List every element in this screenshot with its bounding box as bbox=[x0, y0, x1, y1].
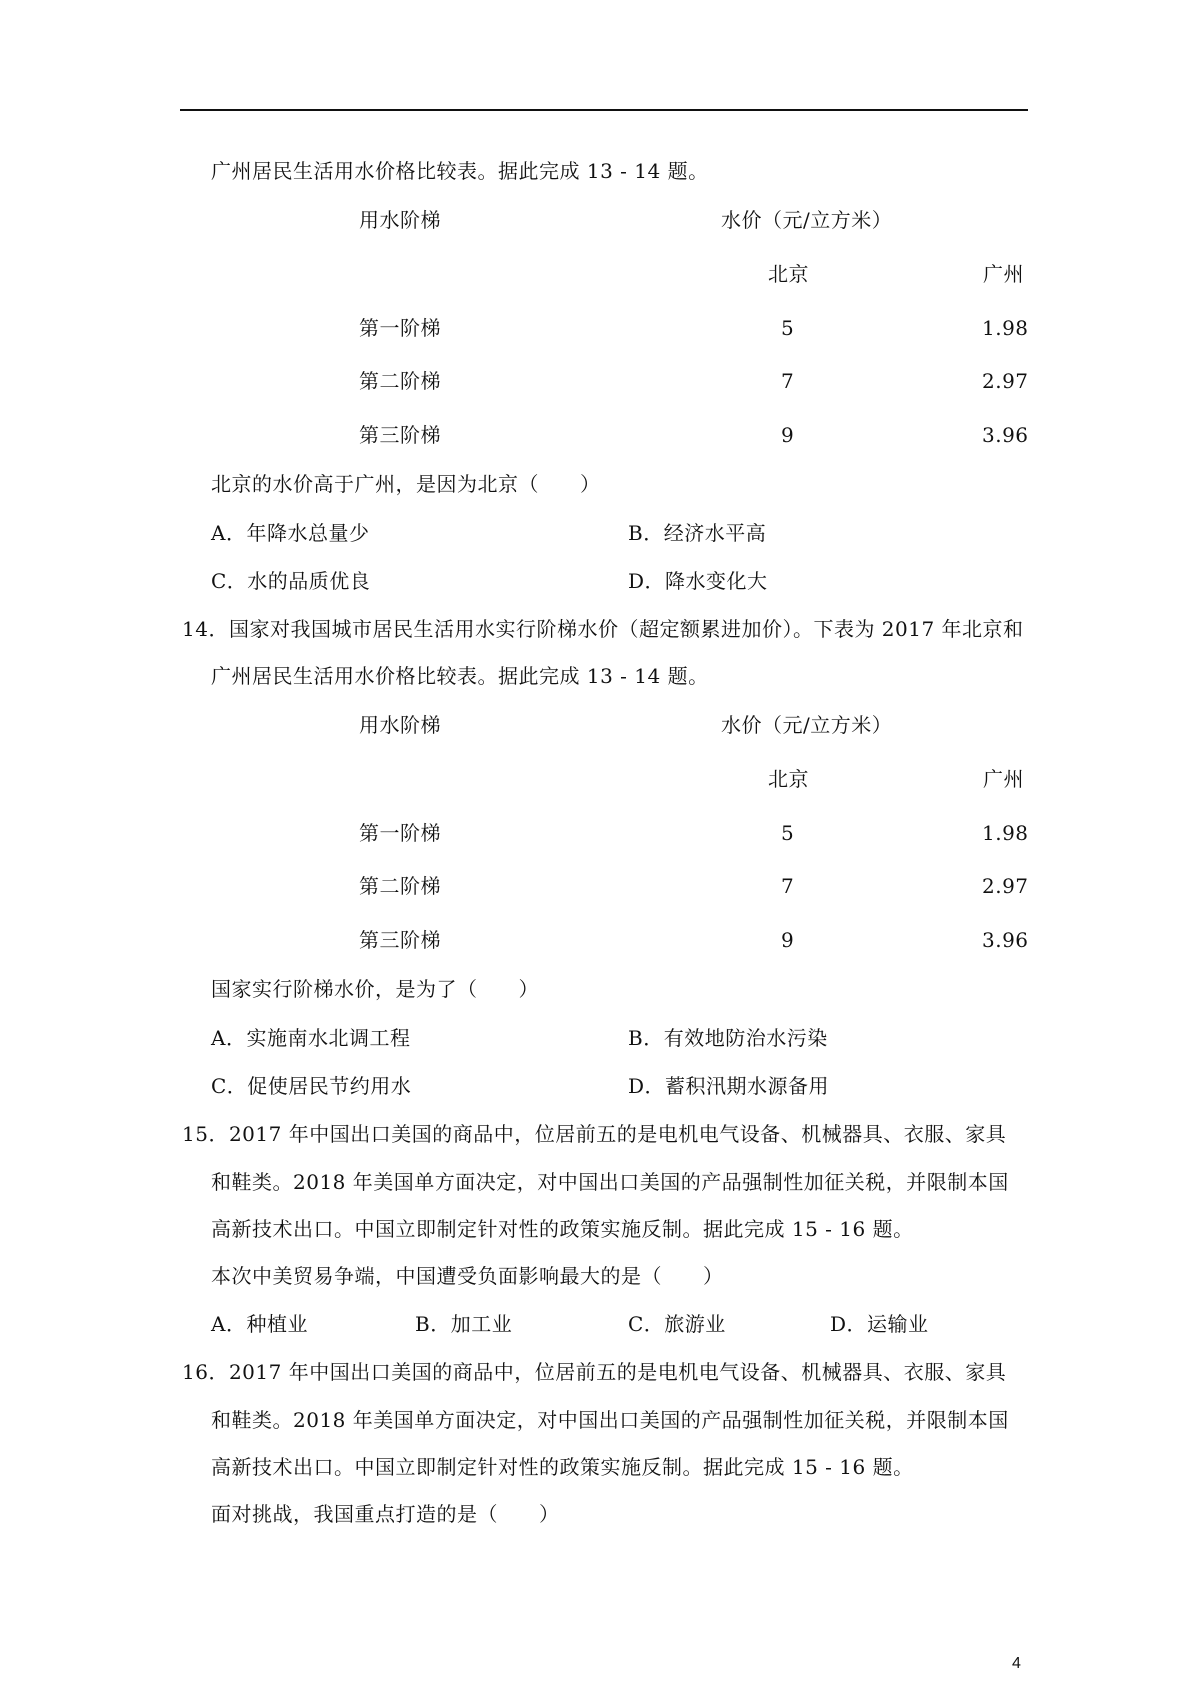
q13-row3-tier: 第三阶梯 bbox=[359, 423, 441, 447]
q13-table-header-guangzhou: 广州 bbox=[983, 262, 1024, 286]
q14-stem-line1: 14．国家对我国城市居民生活用水实行阶梯水价（超定额累进加价）。下表为 2017 年北京和 bbox=[182, 617, 1024, 641]
q15-option-b[interactable]: B．加工业 bbox=[415, 1312, 513, 1336]
q13-question: 北京的水价高于广州，是因为北京（ ） bbox=[211, 472, 601, 496]
q14-table-header-beijing: 北京 bbox=[768, 767, 809, 791]
q13-table-header-tier: 用水阶梯 bbox=[359, 208, 441, 232]
q13-row1-beijing: 5 bbox=[781, 316, 795, 340]
q13-row1-guangzhou: 1.98 bbox=[982, 316, 1029, 340]
q15-question: 本次中美贸易争端，中国遭受负面影响最大的是（ ） bbox=[211, 1264, 724, 1288]
q13-option-c[interactable]: C．水的品质优良 bbox=[211, 569, 371, 593]
q14-table-header-tier: 用水阶梯 bbox=[359, 713, 441, 737]
q15-option-a[interactable]: A．种植业 bbox=[211, 1312, 308, 1336]
q13-option-b[interactable]: B．经济水平高 bbox=[628, 521, 767, 545]
q13-row2-guangzhou: 2.97 bbox=[982, 369, 1029, 393]
q14-option-a[interactable]: A．实施南水北调工程 bbox=[211, 1026, 411, 1050]
q13-table-header-beijing: 北京 bbox=[768, 262, 809, 286]
q14-row3-tier: 第三阶梯 bbox=[359, 928, 441, 952]
q14-stem-line2: 广州居民生活用水价格比较表。据此完成 13 - 14 题。 bbox=[211, 664, 709, 688]
q13-row3-guangzhou: 3.96 bbox=[982, 423, 1029, 447]
q15-stem-line1: 15．2017 年中国出口美国的商品中，位居前五的是电机电气设备、机械器具、衣服、家具 bbox=[182, 1122, 1007, 1146]
q13-table-header-price: 水价（元/立方米） bbox=[721, 208, 893, 232]
q15-stem-line3: 高新技术出口。中国立即制定针对性的政策实施反制。据此完成 15 - 16 题。 bbox=[211, 1217, 914, 1241]
q13-context-tail: 广州居民生活用水价格比较表。据此完成 13 - 14 题。 bbox=[211, 159, 709, 183]
q16-stem-line3: 高新技术出口。中国立即制定针对性的政策实施反制。据此完成 15 - 16 题。 bbox=[211, 1455, 914, 1479]
q16-stem-line2: 和鞋类。2018 年美国单方面决定，对中国出口美国的产品强制性加征关税，并限制本国 bbox=[211, 1408, 1009, 1432]
q15-option-d[interactable]: D．运输业 bbox=[830, 1312, 929, 1336]
q14-row3-beijing: 9 bbox=[781, 928, 795, 952]
q14-row1-tier: 第一阶梯 bbox=[359, 821, 441, 845]
header-rule bbox=[180, 109, 1028, 111]
q13-row2-tier: 第二阶梯 bbox=[359, 369, 441, 393]
q14-row1-beijing: 5 bbox=[781, 821, 795, 845]
q13-option-a[interactable]: A．年降水总量少 bbox=[211, 521, 370, 545]
q14-option-d[interactable]: D．蓄积汛期水源备用 bbox=[628, 1074, 830, 1098]
q14-row2-tier: 第二阶梯 bbox=[359, 874, 441, 898]
q14-question: 国家实行阶梯水价，是为了（ ） bbox=[211, 977, 539, 1001]
q16-stem-line1: 16．2017 年中国出口美国的商品中，位居前五的是电机电气设备、机械器具、衣服、家具 bbox=[182, 1360, 1007, 1384]
q14-row2-beijing: 7 bbox=[781, 874, 795, 898]
q16-question: 面对挑战，我国重点打造的是（ ） bbox=[211, 1502, 560, 1526]
q14-row2-guangzhou: 2.97 bbox=[982, 874, 1029, 898]
q13-row3-beijing: 9 bbox=[781, 423, 795, 447]
q13-row1-tier: 第一阶梯 bbox=[359, 316, 441, 340]
q14-table-header-guangzhou: 广州 bbox=[983, 767, 1024, 791]
q14-option-c[interactable]: C．促使居民节约用水 bbox=[211, 1074, 412, 1098]
q14-row1-guangzhou: 1.98 bbox=[982, 821, 1029, 845]
page-number: 4 bbox=[1012, 1655, 1021, 1672]
q15-stem-line2: 和鞋类。2018 年美国单方面决定，对中国出口美国的产品强制性加征关税，并限制本国 bbox=[211, 1170, 1009, 1194]
q14-option-b[interactable]: B．有效地防治水污染 bbox=[628, 1026, 828, 1050]
q13-option-d[interactable]: D．降水变化大 bbox=[628, 569, 768, 593]
q15-option-c[interactable]: C．旅游业 bbox=[628, 1312, 726, 1336]
q14-row3-guangzhou: 3.96 bbox=[982, 928, 1029, 952]
q14-table-header-price: 水价（元/立方米） bbox=[721, 713, 893, 737]
q13-row2-beijing: 7 bbox=[781, 369, 795, 393]
